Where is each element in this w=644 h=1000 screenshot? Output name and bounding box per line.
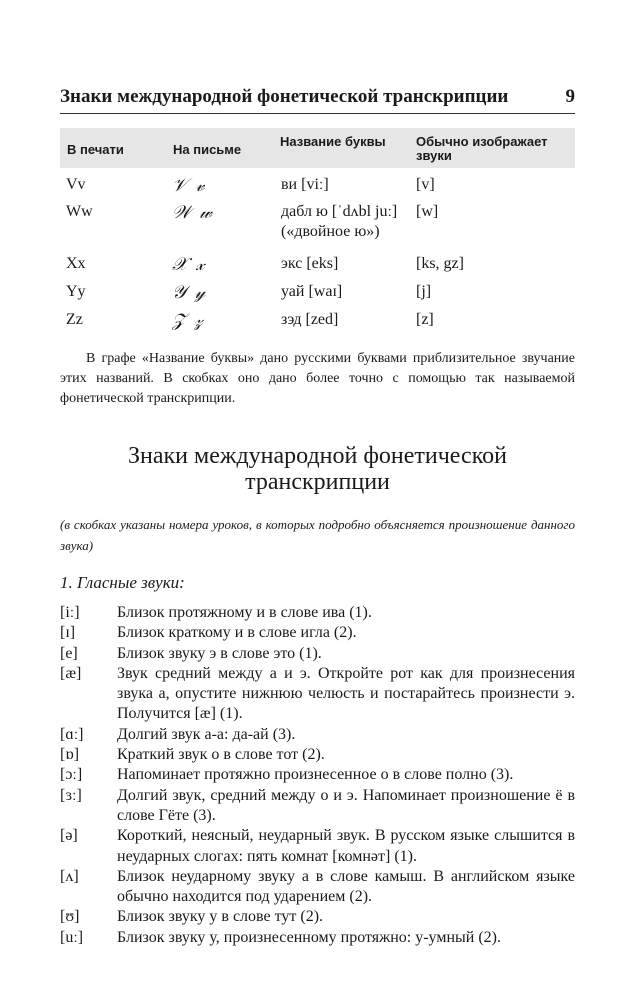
table-row — [60, 202, 575, 254]
letter-name: экс [eks] — [281, 255, 339, 272]
letter-name: ви [viː] — [281, 176, 329, 193]
vowel-symbol: [ʊ] — [60, 908, 80, 926]
script-letter: 𝒱 𝓋 — [172, 175, 207, 195]
vowel-symbol: [ʌ] — [60, 867, 79, 885]
vowel-description: Близок неударному звуку а в слове камыш. В английском языке обычно находится под ударением (2). — [117, 867, 575, 906]
script-letter: 𝒵 𝓏 — [172, 310, 205, 330]
letter-name: зэд [zed] — [281, 311, 339, 328]
table-header — [60, 128, 575, 168]
letter-sounds: [z] — [416, 311, 434, 328]
vowel-entry — [60, 745, 575, 765]
table-row — [60, 282, 575, 310]
vowel-entry — [60, 644, 575, 664]
section-title-line-1: Знаки международной фонетической — [128, 443, 507, 469]
column-header-name: Название буквы — [280, 134, 386, 149]
vowel-description: Долгий звук а-а: да-ай (3). — [117, 725, 296, 743]
vowel-description: Звук средний между а и э. Откройте рот как для произнесения звука а, опустите нижнюю челюсть и постарайтесь произнести э. Получится [æ] (1). — [117, 664, 575, 723]
section-title-line-2: транскрипции — [245, 469, 390, 495]
running-head — [60, 86, 575, 108]
vowel-entry — [60, 826, 575, 867]
letter-sounds: [v] — [416, 176, 435, 193]
vowel-symbol: [æ] — [60, 664, 82, 682]
vowel-entry — [60, 603, 575, 623]
vowels-heading: 1. Гласные звуки: — [60, 573, 185, 592]
table-row — [60, 254, 575, 282]
print-letter: Ww — [66, 203, 93, 220]
table-row — [60, 310, 575, 338]
vowel-description: Краткий звук о в слове тот (2). — [117, 746, 325, 764]
vowel-entry — [60, 867, 575, 908]
vowel-description: Близок протяжному и в слове ива (1). — [117, 604, 372, 621]
vowel-symbol: [ə] — [60, 827, 78, 845]
vowel-list — [60, 603, 575, 948]
vowel-description: Близок звуку у в слове тут (2). — [117, 908, 324, 926]
vowel-symbol: [ɒ] — [60, 746, 80, 764]
vowel-symbol: [e] — [60, 644, 78, 662]
vowel-description: Короткий, неясный, неударный звук. В русском языке слышится в неударных слогах: пять комнат [комнәт] (1). — [117, 827, 575, 865]
table-row — [60, 175, 575, 202]
letter-sounds: [w] — [416, 203, 439, 220]
vowel-symbol: [iː] — [60, 604, 80, 621]
script-letter: 𝒴 𝓎 — [172, 282, 208, 302]
letter-name: дабл ю [ˈdʌbl juː] («двойное ю») — [281, 203, 398, 240]
vowel-entry — [60, 664, 575, 725]
print-letter: Xx — [66, 255, 86, 272]
vowel-symbol: [ɜː] — [60, 786, 82, 804]
vowel-description: Близок звуку э в слове это (1). — [117, 644, 322, 662]
letter-sounds: [ks, gz] — [416, 255, 464, 272]
vowel-symbol: [uː] — [60, 928, 84, 946]
vowel-description: Напоминает протяжно произнесенное о в слове полно (3). — [117, 766, 514, 784]
running-head-title: Знаки международной фонетической транскрипции — [60, 86, 509, 107]
vowel-description: Долгий звук, средний между о и э. Напоминает произношение ё в слове Гёте (3). — [117, 786, 575, 824]
print-letter: Vv — [66, 176, 86, 193]
vowel-entry — [60, 725, 575, 745]
alphabet-table — [60, 128, 575, 338]
vowel-description: Близок краткому и в слове игла (2). — [117, 624, 357, 642]
column-header-print: В печати — [67, 142, 124, 157]
vowel-entry — [60, 786, 575, 827]
vowel-description: Близок звуку у, произнесенному протяжно: у-умный (2). — [117, 928, 501, 946]
column-header-sounds: Обычно изображает звуки — [416, 134, 548, 163]
print-letter: Zz — [66, 311, 83, 328]
column-header-script: На письме — [173, 142, 242, 157]
vowel-entry — [60, 928, 575, 948]
section-title — [60, 443, 575, 495]
vowel-entry — [60, 907, 575, 927]
vowel-symbol: [ɑː] — [60, 725, 84, 743]
script-letter: 𝒲 𝓌 — [172, 202, 214, 222]
vowel-symbol: [ɔː] — [60, 766, 83, 784]
table-note: В графе «Название буквы» дано русскими буквами приблизительное звучание этих названий. В скобках оно дано более точно с помощью так называемой фонетической транскрипции. — [60, 351, 575, 406]
section-subtitle: (в скобках указаны номера уроков, в которых подробно объясняется произношение данного звука) — [60, 517, 575, 553]
letter-sounds: [j] — [416, 283, 432, 300]
vowel-entry — [60, 765, 575, 785]
page-number: 9 — [565, 86, 575, 107]
letter-name: уай [waɪ] — [281, 283, 343, 300]
print-letter: Yy — [66, 283, 86, 300]
vowel-symbol: [ɪ] — [60, 624, 76, 642]
script-letter: 𝒳 𝓍 — [172, 254, 207, 274]
vowel-entry — [60, 623, 575, 643]
header-rule — [60, 113, 575, 114]
